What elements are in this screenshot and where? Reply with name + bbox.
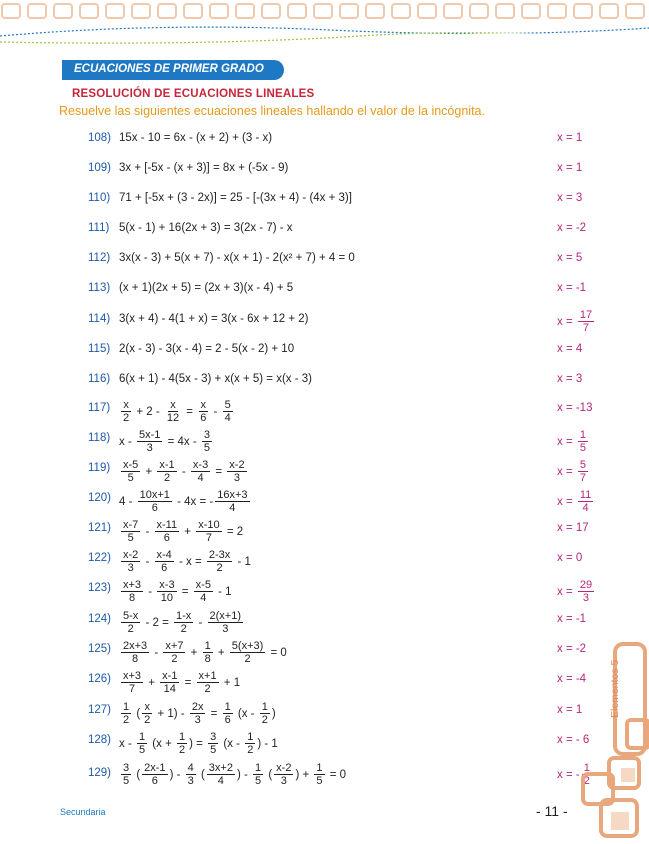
exercise-equation: x - $\frac{5x-1}{3}$ = 4x - $\frac{3}{5}$ [119,429,210,454]
footer-level: Secundaria [60,807,106,817]
fraction: $\frac{10x+1}{6}$ [139,489,170,514]
exercise-answer: x = - 6 [557,734,590,746]
exercise-equation: $\frac{x-2}{3}$ - $\frac{x-4}{6}$ - x = $\frac{2-3x}{2}$ - 1 [123,549,251,574]
fraction: $\frac{5}{7}$ [579,459,586,484]
fraction: $\frac{2x}{3}$ [191,701,204,726]
fraction: $\frac{x+3}{8}$ [123,579,142,604]
exercise-number: 113) [88,282,111,294]
fraction: $\frac{1-x}{2}$ [176,610,192,635]
fraction: $\frac{1}{2}$ [179,731,186,756]
exercise-equation: $\frac{2x+3}{8}$ - $\frac{x+7}{2}$ + $\frac{1}{8}$ + $\frac{5(x+3)}{2}$ = 0 [123,640,287,665]
fraction: $\frac{5}{4}$ [224,399,231,424]
fraction: $\frac{3x+2}{4}$ [208,762,233,787]
exercise-number: 115) [88,343,111,355]
exercise-answer: x = $\frac{5}{7}$ [557,459,586,484]
exercise-equation: 4 - $\frac{10x+1}{6}$ - 4x = - $\frac{16x+3}{4}$ [119,489,248,514]
fraction: $\frac{1}{5}$ [579,429,586,454]
fraction: $\frac{x}{2}$ [123,399,130,424]
fraction: $\frac{x-7}{5}$ [123,519,139,544]
fraction: $\frac{x+7}{2}$ [165,640,184,665]
exercise-answer: x = 5 [557,252,583,264]
exercise-number: 109) [88,162,112,174]
fraction: $\frac{1}{5}$ [316,762,323,787]
exercise-answer: x = $\frac{29}{3}$ [557,579,593,604]
exercise-number: 122) [88,552,112,564]
exercise-number: 123) [88,582,112,594]
exercise-equation: x - $\frac{1}{5}$ (x + $\frac{1}{2}$ ) = $\frac{3}{5}$ (x - $\frac{1}{2}$ ) - 1 [119,731,278,756]
section-title-pill [62,60,284,80]
fraction: $\frac{2x-1}{6}$ [144,762,166,787]
exercise-number: 129) [88,767,112,779]
fraction: $\frac{x+3}{7}$ [123,670,142,695]
exercise-equation: 6(x + 1) - 4(5x - 3) + x(x + 5) = x(x - 3) [119,373,312,385]
fraction: $\frac{3}{5}$ [123,762,130,787]
fraction: $\frac{4}{3}$ [187,762,194,787]
fraction: $\frac{x-2}{3}$ [276,762,292,787]
exercise-number: 126) [88,673,112,685]
exercise-answer: x = 17 [557,522,589,534]
exercise-equation: (x + 1)(2x + 5) = (2x + 3)(x - 4) + 5 [119,282,294,294]
fraction: $\frac{x-5}{5}$ [123,459,139,484]
fraction: $\frac{1}{8}$ [204,640,211,665]
fraction: $\frac{1}{2}$ [261,701,268,726]
exercise-answer: x = 3 [557,373,583,385]
fraction: $\frac{1}{5}$ [255,762,262,787]
exercise-answer: x = 0 [557,552,583,564]
exercise-number: 114) [88,313,111,325]
fraction: $\frac{x-11}{6}$ [156,519,178,544]
fraction: $\frac{x-3}{10}$ [159,579,175,604]
exercise-answer: x = 1 [557,132,583,144]
exercise-equation: $\frac{x-7}{5}$ - $\frac{x-11}{6}$ + $\frac{x-10}{7}$ = 2 [123,519,244,544]
fraction: $\frac{3}{5}$ [210,731,217,756]
exercise-number: 124) [88,613,112,625]
exercise-answer: x = 1 [557,162,583,174]
exercise-answer: x = -2 [557,222,587,234]
fraction: $\frac{x-1}{2}$ [159,459,175,484]
fraction: $\frac{17}{7}$ [579,309,593,334]
fraction: $\frac{x-5}{4}$ [195,579,211,604]
fraction: $\frac{5(x+3)}{2}$ [231,640,264,665]
exercise-number: 117) [88,402,111,414]
exercise-number: 108) [88,132,112,144]
exercise-number: 111) [88,222,110,234]
fraction: $\frac{x-10}{7}$ [198,519,220,544]
exercise-equation: 3x + [-5x - (x + 3)] = 8x + (-5x - 9) [119,162,289,174]
exercise-answer: x = 3 [557,192,583,204]
exercise-answer: x = -1 [557,282,587,294]
fraction: $\frac{x-1}{14}$ [162,670,178,695]
exercise-number: 116) [88,373,111,385]
exercise-equation: 2(x - 3) - 3(x - 4) = 2 - 5(x - 2) + 10 [119,343,295,355]
fraction: $\frac{2(x+1)}{3}$ [209,610,242,635]
exercise-number: 128) [88,734,112,746]
exercise-equation: 3(x + 4) - 4(1 + x) = 3(x - 6x + 12 + 2) [119,313,309,325]
exercise-answer: x = 1 [557,704,583,716]
exercise-answer: x = 4 [557,343,583,355]
fraction: $\frac{x-2}{3}$ [123,549,139,574]
fraction: $\frac{x}{6}$ [200,399,207,424]
fraction: $\frac{11}{4}$ [579,489,592,514]
exercise-number: 120) [88,492,112,504]
series-label: Elementos 5 [609,659,621,718]
fraction: $\frac{16x+3}{4}$ [217,489,248,514]
exercise-answer: x = -1 [557,613,587,625]
exercise-number: 112) [88,252,111,264]
exercise-equation: 3x(x - 3) + 5(x + 7) - x(x + 1) - 2(x² + 7) + 4 = 0 [119,252,355,264]
exercise-equation: 5(x - 1) + 16(2x + 3) = 3(2x - 7) - x [119,222,293,234]
exercise-equation: $\frac{3}{5}$ ( $\frac{2x-1}{6}$ ) - $\frac{4}{3}$ ( $\frac{3x+2}{4}$ ) - $\frac{1}{5}$ ( $\frac{x-2}{3}$ ) + $\frac{1}{5}$ = 0 [123,762,347,787]
exercise-number: 110) [88,192,111,204]
exercise-number: 118) [88,432,111,444]
exercise-equation: $\frac{x}{2}$ + 2 - $\frac{x}{12}$ = $\frac{x}{6}$ - $\frac{5}{4}$ [123,399,231,424]
fraction: $\frac{x}{2}$ [144,701,151,726]
exercise-answer: x = $\frac{11}{4}$ [557,489,592,514]
fraction: $\frac{x+1}{2}$ [198,670,217,695]
exercise-number: 119) [88,462,111,474]
fraction: $\frac{x}{12}$ [166,399,180,424]
fraction: $\frac{1}{5}$ [138,731,146,756]
exercise-equation: 71 + [-5x + (3 - 2x)] = 25 - [-(3x + 4) - (4x + 3)] [119,192,352,204]
exercise-answer: x = $\frac{1}{5}$ [557,429,586,454]
exercise-equation: $\frac{1}{2}$ ( $\frac{x}{2}$ + 1) - $\frac{2x}{3}$ = $\frac{1}{6}$ (x - $\frac{1}{2}$ ) [123,701,276,726]
header-decoration [0,0,649,60]
fraction: $\frac{1}{2}$ [247,731,254,756]
fraction: $\frac{1}{6}$ [224,701,231,726]
fraction: $\frac{5-x}{2}$ [123,610,139,635]
fraction: $\frac{1}{2}$ [123,701,130,726]
fraction: $\frac{2x+3}{8}$ [123,640,148,665]
exercise-number: 121) [88,522,112,534]
exercise-equation: $\frac{x+3}{7}$ + $\frac{x-1}{14}$ = $\frac{x+1}{2}$ + 1 [123,670,241,695]
exercise-answer: x = - $\frac{1}{2}$ [557,762,590,787]
fraction: $\frac{1}{2}$ [583,762,590,787]
fraction: $\frac{29}{3}$ [579,579,593,604]
fraction: $\frac{3}{5}$ [203,429,210,454]
fraction: $\frac{x-4}{6}$ [156,549,172,574]
section-title: ECUACIONES DE PRIMER GRADO [74,63,264,75]
exercise-answer: x = -2 [557,643,587,655]
exercise-number: 127) [88,704,112,716]
page-number: - 11 - [536,803,568,819]
exercise-equation: 15x - 10 = 6x - (x + 2) + (3 - x) [119,132,273,144]
exercise-equation: $\frac{5-x}{2}$ - 2 = $\frac{1-x}{2}$ - $\frac{2(x+1)}{3}$ [123,610,242,635]
exercise-answer: x = -13 [557,402,593,414]
fraction: $\frac{2-3x}{2}$ [208,549,231,574]
exercise-equation: $\frac{x-5}{5}$ + $\frac{x-1}{2}$ - $\frac{x-3}{4}$ = $\frac{x-2}{3}$ [123,459,245,484]
exercise-answer: x = $\frac{17}{7}$ [557,309,593,334]
exercise-number: 125) [88,643,112,655]
exercise-answer: x = -4 [557,673,587,685]
fraction: $\frac{x-2}{3}$ [229,459,245,484]
instruction: Resuelve las siguientes ecuaciones lineales hallando el valor de la incógnita. [59,104,485,118]
fraction: $\frac{5x-1}{3}$ [138,429,161,454]
exercise-equation: $\frac{x+3}{8}$ - $\frac{x-3}{10}$ = $\frac{x-5}{4}$ - 1 [123,579,232,604]
subtitle: RESOLUCIÓN DE ECUACIONES LINEALES [72,88,315,100]
fraction: $\frac{x-3}{4}$ [192,459,209,484]
